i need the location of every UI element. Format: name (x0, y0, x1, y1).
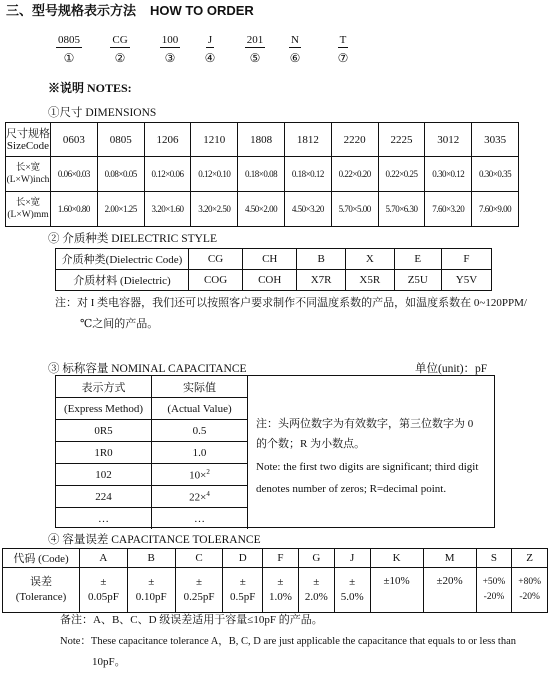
table-cell: ± 1.0% (263, 568, 299, 613)
table-cell: 1812 (284, 123, 331, 157)
table-cell: 0805 (97, 123, 144, 157)
table-cell: ±20% (423, 568, 476, 613)
row-header-size: 尺寸规格 SizeCode (6, 123, 51, 157)
table-cell: ± 0.05pF (80, 568, 128, 613)
notes-heading: ※说明 NOTES: (48, 81, 132, 95)
table-cell: 0.5 (152, 420, 248, 442)
table-cell: 0.30×0.35 (472, 157, 519, 192)
row-header-mm: 长×宽 (L×W)mm (6, 192, 51, 227)
table-cell: 0.12×0.06 (144, 157, 191, 192)
table-cell: 1.60×0.80 (51, 192, 98, 227)
table-cell: F (263, 549, 299, 568)
table-row (56, 376, 248, 398)
table-cell: 5.70×6.30 (378, 192, 425, 227)
table-cell: B (127, 549, 175, 568)
table-cell: 0.22×0.25 (378, 157, 425, 192)
table-cell: 1808 (238, 123, 285, 157)
table-cell: 224 (56, 486, 152, 508)
table-cell: D (223, 549, 263, 568)
table-cell: COH (243, 270, 297, 291)
table-cell: 0603 (51, 123, 98, 157)
table-row (3, 568, 548, 613)
section-title (6, 0, 254, 19)
table-cell: 0.18×0.12 (284, 157, 331, 192)
table-cell: ± 2.0% (298, 568, 334, 613)
tolerance-note-en1: Note：These capacitance tolerance A，B, C, D are just applicable the capacitance that equals to or less than (60, 636, 516, 647)
table-row (3, 549, 548, 568)
capacitance-box (55, 375, 495, 528)
dimensions-heading: ①尺寸 DIMENSIONS (48, 107, 157, 119)
table-cell: ± 0.5pF (223, 568, 263, 613)
table-cell: 22×$^4$ (152, 486, 248, 508)
table-cell: CG (189, 249, 243, 270)
table-cell: G (298, 549, 334, 568)
actual-value-header-cn: 实际值 (152, 376, 248, 398)
table-row (56, 442, 248, 464)
order-code-item: CG ② (112, 34, 128, 65)
table-cell: 1206 (144, 123, 191, 157)
dimensions-table (5, 122, 519, 227)
table-cell: COG (189, 270, 243, 291)
table-cell: ±10% (370, 568, 423, 613)
section-title-en: HOW TO ORDER (150, 3, 254, 18)
express-method-header-cn: 表示方式 (56, 376, 152, 398)
capacitance-table (56, 376, 248, 529)
table-row (6, 123, 519, 157)
table-row (56, 420, 248, 442)
order-code-item: N ⑥ (289, 34, 301, 65)
table-cell: 0.18×0.08 (238, 157, 285, 192)
section-title-cn: 三、型号规格表示方法 (6, 4, 137, 19)
table-cell: B (297, 249, 346, 270)
table-cell: Z5U (394, 270, 441, 291)
capacitance-note-en1: Note: the first two digits are significant; third digit (256, 461, 479, 473)
table-row (6, 192, 519, 227)
table-cell: 0.22×0.20 (331, 157, 378, 192)
tolerance-note-en2: 10pF。 (92, 656, 126, 668)
capacitance-note-cn2: 的个数；R 为小数点。 (256, 438, 366, 450)
table-cell: Y5V (441, 270, 491, 291)
table-row (56, 249, 492, 270)
capacitance-heading: ③ 标称容量 NOMINAL CAPACITANCE (48, 363, 247, 375)
order-code-item: 0805 ① (58, 34, 80, 65)
table-row (56, 508, 248, 530)
row-header-inch: 长×宽 (L×W)inch (6, 157, 51, 192)
dielectric-note-line1: 注：对 I 类电容器，我们还可以按照客户要求制作不同温度系数的产品，如温度系数在 0~120PPM/ (55, 297, 527, 309)
table-cell: +80% -20% (512, 568, 548, 613)
table-cell: … (152, 508, 248, 530)
express-method-header-en: (Express Method) (56, 398, 152, 420)
table-cell: X5R (345, 270, 394, 291)
table-cell: K (370, 549, 423, 568)
dielectric-table (55, 248, 492, 291)
table-cell: 3012 (425, 123, 472, 157)
table-cell: X7R (297, 270, 346, 291)
table-cell: 4.50×3.20 (284, 192, 331, 227)
table-cell: CH (243, 249, 297, 270)
table-cell: S (476, 549, 512, 568)
capacitance-unit: 单位(unit)：pF (415, 363, 488, 375)
order-code-item: T ⑦ (337, 34, 349, 65)
capacitance-note-en2: denotes number of zeros; R=decimal point. (256, 483, 447, 495)
table-cell: F (441, 249, 491, 270)
table-cell: 7.60×3.20 (425, 192, 472, 227)
table-row (56, 464, 248, 486)
table-cell: 3.20×1.60 (144, 192, 191, 227)
table-cell: 10×$^2$ (152, 464, 248, 486)
table-cell: 2220 (331, 123, 378, 157)
table-row (6, 157, 519, 192)
table-cell: 0.30×0.12 (425, 157, 472, 192)
table-cell: 0.06×0.03 (51, 157, 98, 192)
table-cell: 1R0 (56, 442, 152, 464)
tolerance-heading: ④ 容量误差 CAPACITANCE TOLERANCE (48, 534, 261, 546)
table-row (56, 270, 492, 291)
table-cell: M (423, 549, 476, 568)
table-cell: 3.20×2.50 (191, 192, 238, 227)
tolerance-code-label: 代码 (Code) (3, 549, 80, 568)
table-cell: 1.0 (152, 442, 248, 464)
table-cell: E (394, 249, 441, 270)
table-cell: C (175, 549, 223, 568)
table-cell: 102 (56, 464, 152, 486)
table-cell: 0R5 (56, 420, 152, 442)
table-cell: 2225 (378, 123, 425, 157)
table-cell: 7.60×9.00 (472, 192, 519, 227)
table-cell: ± 0.10pF (127, 568, 175, 613)
table-cell: 3035 (472, 123, 519, 157)
order-code-item: 201 ⑤ (246, 34, 264, 65)
table-cell: 1210 (191, 123, 238, 157)
table-row (56, 398, 248, 420)
table-cell: A (80, 549, 128, 568)
table-cell: 5.70×5.00 (331, 192, 378, 227)
table-cell: ± 5.0% (334, 568, 370, 613)
dielectric-material-label: 介质材料 (Dielectric) (56, 270, 189, 291)
table-cell: +50% -20% (476, 568, 512, 613)
dielectric-code-label: 介质种类(Dielectric Code) (56, 249, 189, 270)
table-cell: 2.00×1.25 (97, 192, 144, 227)
table-row (56, 486, 248, 508)
tolerance-note-cn: 备注：A、B、C、D 级误差适用于容量≤10pF 的产品。 (60, 614, 323, 626)
dielectric-note-line2: ℃之间的产品。 (80, 318, 159, 330)
tolerance-table (2, 548, 548, 613)
table-cell: … (56, 508, 152, 530)
order-code-item: J ④ (204, 34, 216, 65)
table-cell: 0.08×0.05 (97, 157, 144, 192)
table-cell: ± 0.25pF (175, 568, 223, 613)
actual-value-header-en: (Actual Value) (152, 398, 248, 420)
table-cell: J (334, 549, 370, 568)
table-cell: 4.50×2.00 (238, 192, 285, 227)
capacitance-note-cn1: 注：头两位数字为有效数字，第三位数字为 0 (256, 418, 474, 430)
tolerance-label: 误差 (Tolerance) (3, 568, 80, 613)
dielectric-heading: ② 介质种类 DIELECTRIC STYLE (48, 233, 217, 245)
table-cell: X (345, 249, 394, 270)
table-cell: Z (512, 549, 548, 568)
order-code-item: 100 ③ (161, 34, 179, 65)
table-cell: 0.12×0.10 (191, 157, 238, 192)
